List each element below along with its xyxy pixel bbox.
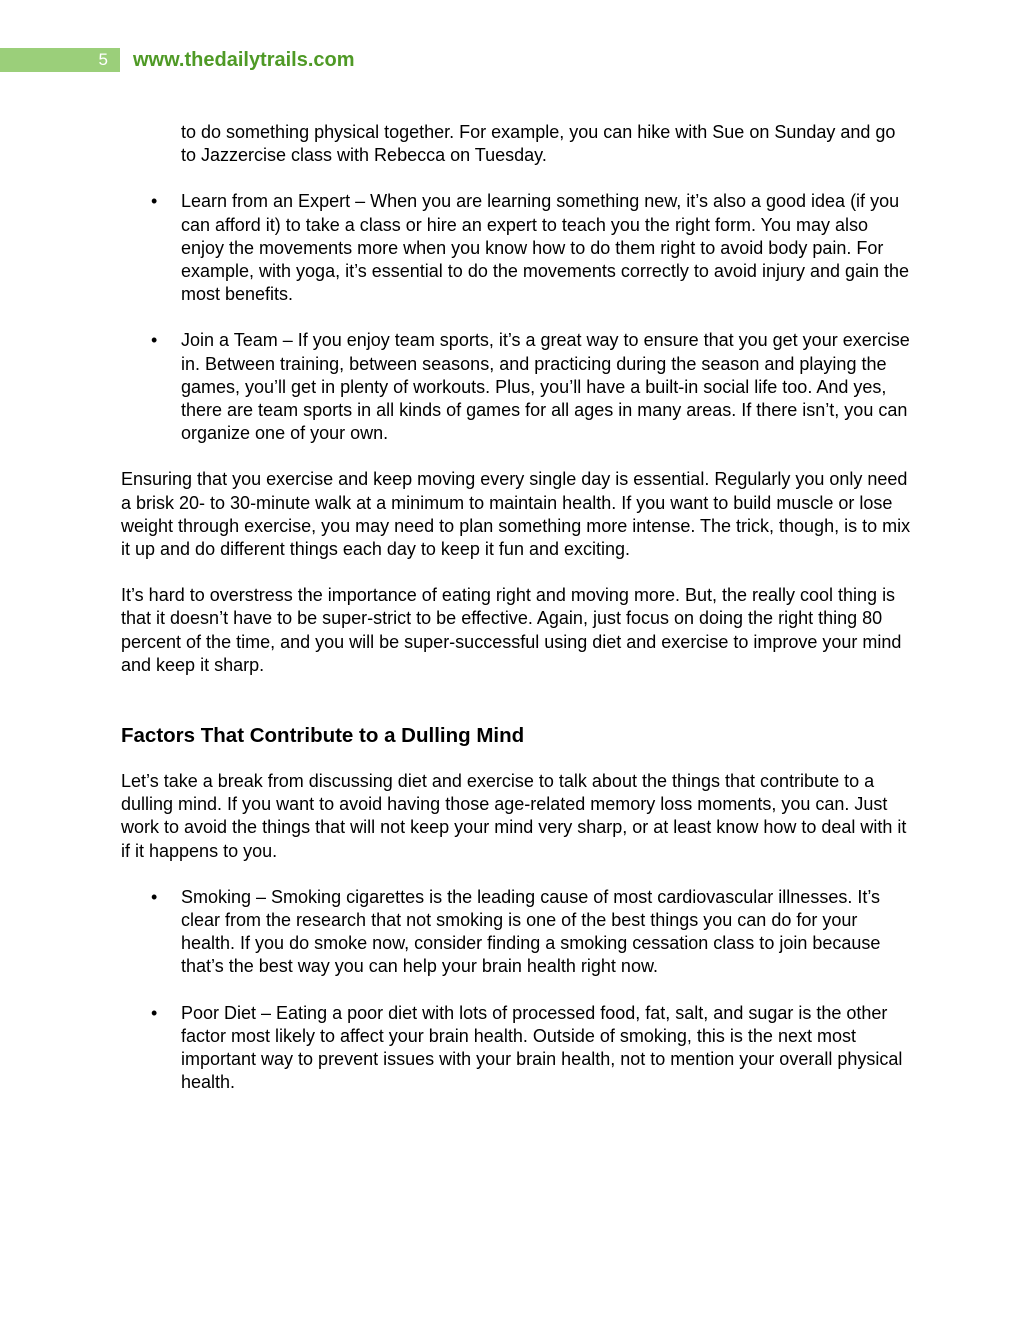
site-url: www.thedailytrails.com bbox=[133, 49, 355, 71]
section-heading: Factors That Contribute to a Dulling Mind bbox=[121, 724, 525, 748]
list-item-text: Poor Diet – Eating a poor diet with lots of processed food, fat, salt, and sugar is the other factor most likely to affect your brain health. Outside of smoking, this is the next most important way to prevent issues with your brain health, not to mention your overall physical health. bbox=[181, 1002, 903, 1093]
bullet-icon: • bbox=[151, 191, 158, 212]
list-item-text: Learn from an Expert – When you are learning something new, it’s also a good idea (if you can afford it) to take a class or hire an expert to teach you the right form. You may also enjoy the movements more when you know how to do them right to avoid body pain. For example, with yoga, it’s essential to do the movements correctly to avoid injury and gain the most benefits. bbox=[181, 191, 910, 305]
bullet-list-bottom bbox=[121, 886, 911, 1095]
list-item bbox=[121, 886, 911, 979]
list-item bbox=[121, 1002, 911, 1095]
section-paragraph: Let’s take a break from discussing diet and exercise to talk about the things that contribute to a dulling mind. If you want to avoid having those age-related memory loss moments, you can. Just work to avoid the things that will not keep your mind very sharp, or at least know how to deal with it if it happens to you. bbox=[121, 771, 907, 861]
list-item bbox=[121, 190, 911, 306]
paragraph: Ensuring that you exercise and keep moving every single day is essential. Regularly you only need a brisk 20- to 30-minute walk at a minimum to maintain health. If you want to build muscle or lose weight through exercise, you may need to plan something more intense. The trick, though, is to mix it up and do different things each day to keep it fun and exciting. bbox=[121, 469, 911, 560]
document-body bbox=[121, 121, 911, 1118]
bullet-continuation-text: to do something physical together. For example, you can hike with Sue on Sunday and go to Jazzercise class with Rebecca on Tuesday. bbox=[181, 122, 896, 166]
page-number-bar bbox=[0, 48, 120, 72]
page-header bbox=[0, 48, 1024, 72]
bullet-list-top bbox=[121, 190, 911, 445]
bullet-icon: • bbox=[151, 1002, 158, 1023]
bullet-icon: • bbox=[151, 886, 158, 907]
bullet-icon: • bbox=[151, 330, 158, 351]
page-number: 5 bbox=[98, 50, 108, 69]
paragraph: It’s hard to overstress the importance of eating right and moving more. But, the really cool thing is that it doesn’t have to be super-strict to be effective. Again, just focus on doing the right thing 80 percent of the time, and you will be super-successful using diet and exercise to improve your mind and keep it sharp. bbox=[121, 585, 902, 675]
list-item-text: Smoking – Smoking cigarettes is the leading cause of most cardiovascular illnesses. It’s clear from the research that not smoking is one of the best things you can do for your health. If you do smoke now, consider finding a smoking cessation class to join because that’s the best way you can help your brain health right now. bbox=[181, 886, 881, 977]
list-item bbox=[121, 329, 911, 445]
list-item-text: Join a Team – If you enjoy team sports, it’s a great way to ensure that you get your exercise in. Between training, between seasons, and practicing during the season and playing the games, you’ll get in plenty of workouts. Plus, you’ll have a built-in social life too. And yes, there are team sports in all kinds of games for all ages in many areas. If there isn’t, you can organize one of your own. bbox=[181, 330, 910, 444]
